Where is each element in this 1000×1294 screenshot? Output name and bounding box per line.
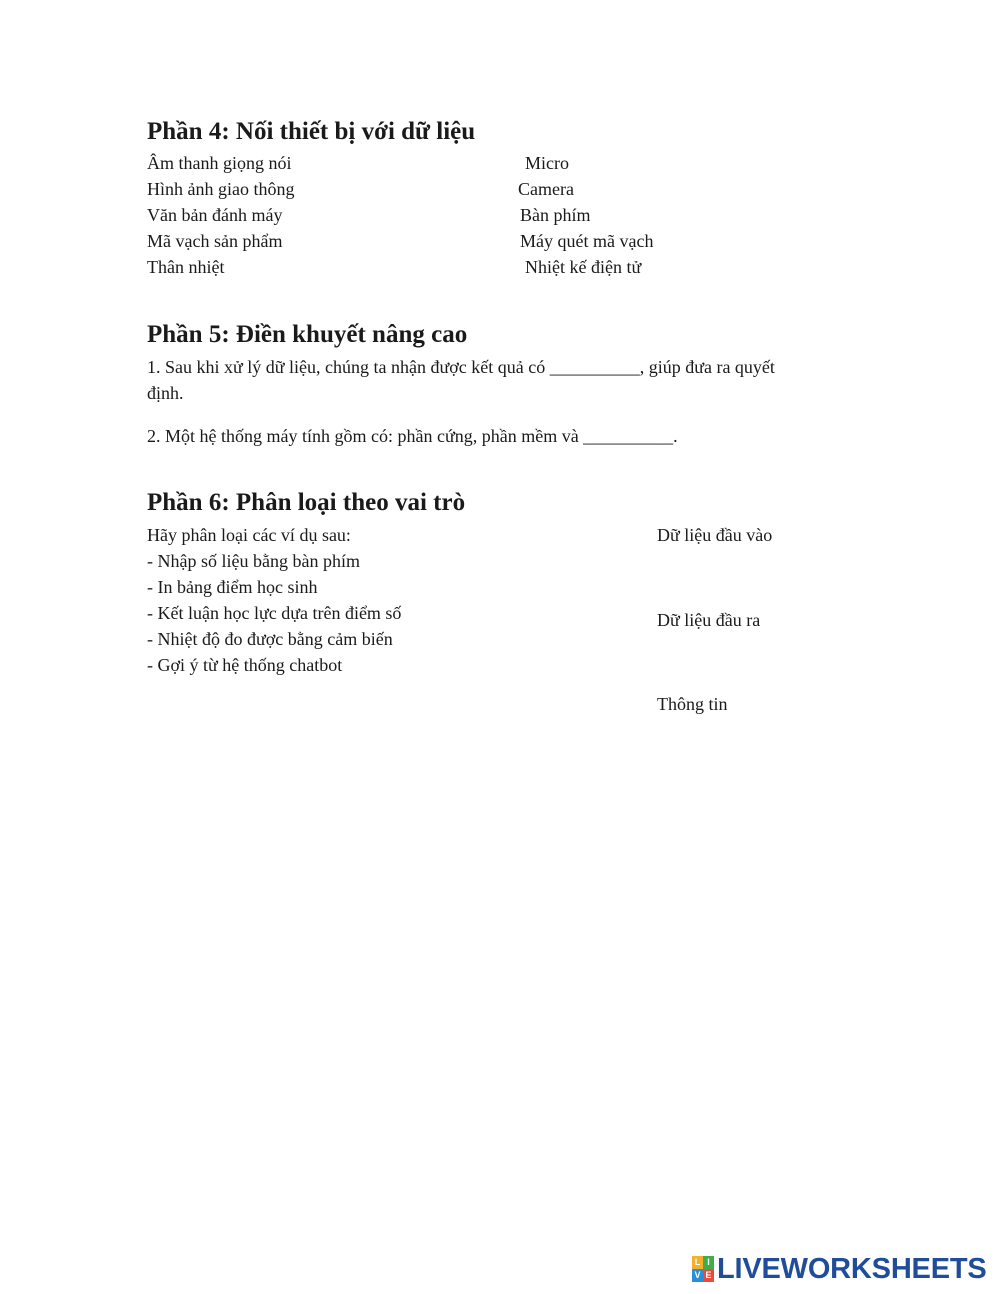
part6-item[interactable]: - Kết luận học lực dựa trên điểm số [147, 603, 402, 623]
part4-right-item[interactable]: Máy quét mã vạch [520, 231, 654, 251]
part4-right-item[interactable]: Nhiệt kế điện tử [525, 257, 642, 277]
part4-left-item[interactable]: Hình ảnh giao thông [147, 179, 295, 199]
category-information[interactable]: Thông tin [657, 694, 728, 714]
part4-right-item[interactable]: Camera [518, 179, 574, 199]
liveworksheets-logo-text: LIVEWORKSHEETS [717, 1252, 987, 1285]
part6-item[interactable]: - In bảng điểm học sinh [147, 577, 318, 597]
part6-heading: Phần 6: Phân loại theo vai trò [147, 489, 466, 516]
part5-question-2: 2. Một hệ thống máy tính gồm có: phần cứng, phần mềm và __________. [147, 426, 678, 446]
part6-item[interactable]: - Gợi ý từ hệ thống chatbot [147, 655, 343, 675]
part4-left-item[interactable]: Âm thanh giọng nói [147, 153, 292, 173]
logo-icon-letter: I [703, 1256, 714, 1269]
part6-intro: Hãy phân loại các ví dụ sau: [147, 525, 351, 545]
part5-heading: Phần 5: Điền khuyết nâng cao [147, 321, 468, 348]
part4-right-item[interactable]: Micro [525, 153, 569, 173]
logo-icon-letter: L [692, 1256, 703, 1269]
part6-item[interactable]: - Nhập số liệu bằng bàn phím [147, 551, 360, 571]
part4-left-item[interactable]: Thân nhiệt [147, 257, 225, 277]
part4-heading: Phần 4: Nối thiết bị với dữ liệu [147, 118, 476, 145]
part5-question-1: 1. Sau khi xử lý dữ liệu, chúng ta nhận được kết quả có __________, giúp đưa ra quyết [147, 357, 775, 377]
liveworksheets-logo-icon [692, 1256, 714, 1282]
category-input-data[interactable]: Dữ liệu đầu vào [657, 525, 773, 545]
category-output-data[interactable]: Dữ liệu đầu ra [657, 610, 761, 630]
part5-question-1-cont: định. [147, 383, 184, 403]
part4-right-item[interactable]: Bàn phím [520, 205, 591, 225]
part4-left-item[interactable]: Văn bản đánh máy [147, 205, 283, 225]
part4-left-item[interactable]: Mã vạch sản phẩm [147, 231, 283, 251]
logo-icon-letter: E [703, 1269, 714, 1282]
part6-item[interactable]: - Nhiệt độ đo được bằng cảm biến [147, 629, 393, 649]
logo-icon-letter: V [692, 1269, 703, 1282]
liveworksheets-logo [692, 1253, 987, 1285]
